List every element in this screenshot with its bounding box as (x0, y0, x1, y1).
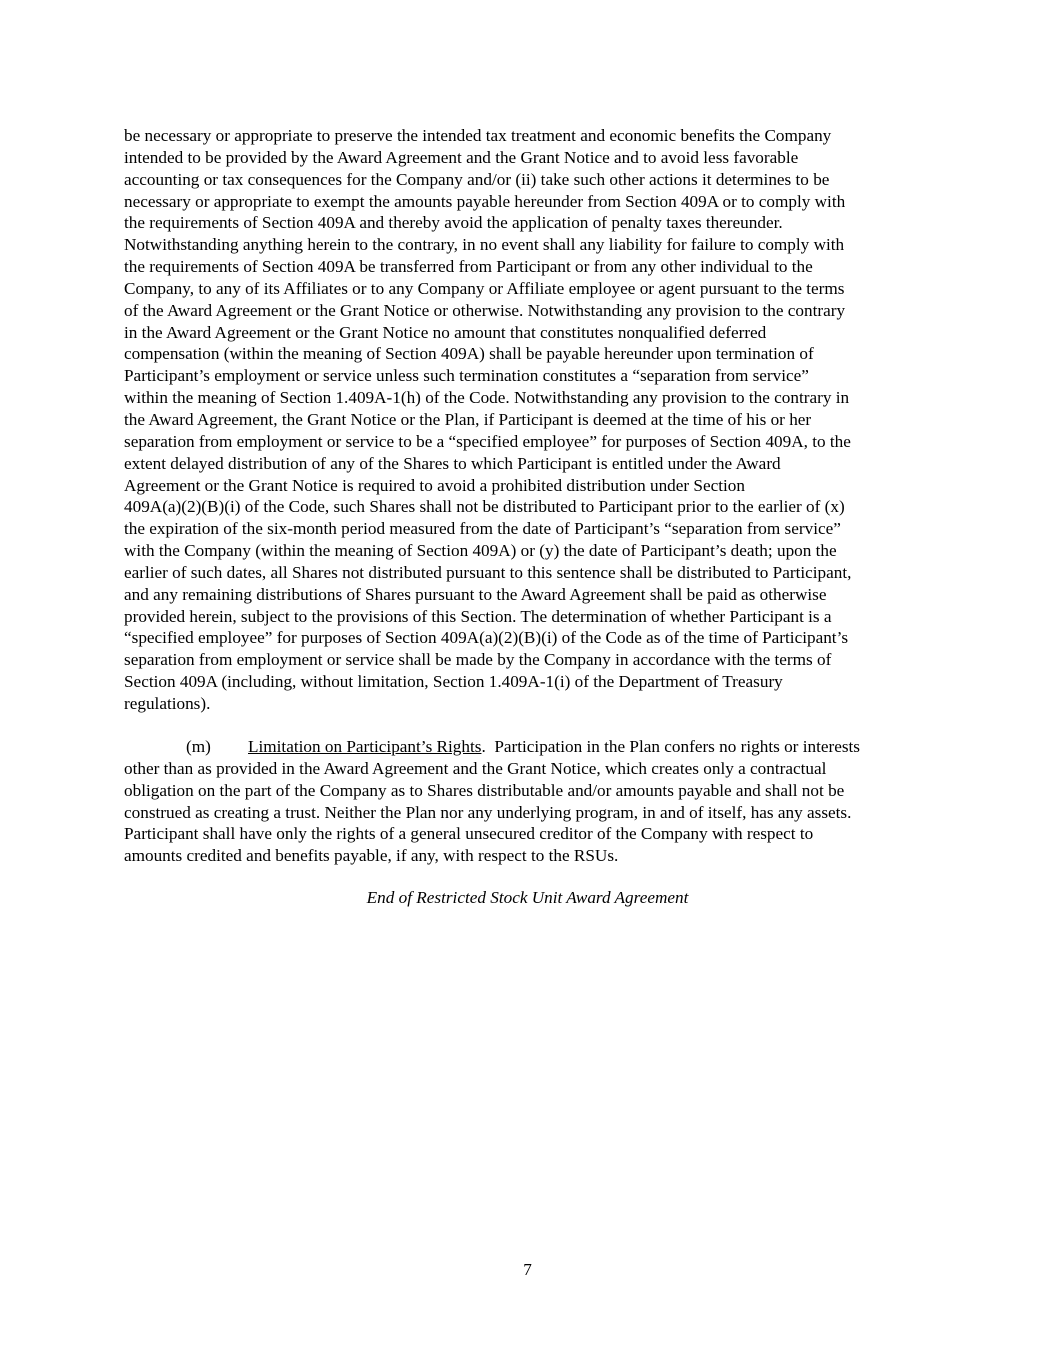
section-m-paragraph (124, 736, 936, 867)
paragraph-line: the requirements of Section 409A and thereby avoid the application of penalty taxes thereunder. (124, 213, 783, 233)
paragraph-line: intended to be provided by the Award Agreement and the Grant Notice and to avoid less favorable (124, 147, 799, 167)
paragraph-line: accounting or tax consequences for the Company and/or (ii) take such other actions it determines to be (124, 169, 830, 189)
paragraph-line: Agreement or the Grant Notice is required to avoid a prohibited distribution under Section (124, 475, 745, 495)
paragraph-line: separation from employment or service shall be made by the Company in accordance with the terms of (124, 650, 832, 670)
paragraph-line: the Award Agreement, the Grant Notice or the Plan, if Participant is deemed at the time of his or her (124, 409, 812, 429)
paragraph-line: construed as creating a trust. Neither the Plan nor any underlying program, in and of itself, has any assets. (124, 802, 852, 822)
paragraph-continuation (124, 125, 936, 715)
page-number: 7 (523, 1260, 532, 1279)
paragraph-line: necessary or appropriate to exempt the amounts payable hereunder from Section 409A or to comply with (124, 191, 846, 211)
paragraph-line: compensation (within the meaning of Section 409A) shall be payable hereunder upon termination of (124, 344, 814, 364)
paragraph-line: other than as provided in the Award Agreement and the Grant Notice, which creates only a contractual (124, 758, 827, 778)
paragraph-line: and any remaining distributions of Shares pursuant to the Award Agreement shall be paid as otherwise (124, 584, 827, 604)
paragraph-line: earlier of such dates, all Shares not distributed pursuant to this sentence shall be distributed to Participant, (124, 562, 852, 582)
paragraph-line: of the Award Agreement or the Grant Notice or otherwise. Notwithstanding any provision to the contrary (124, 300, 846, 320)
paragraph-line: provided herein, subject to the provisions of this Section. The determination of whether Participant is a (124, 606, 832, 626)
section-m-first-line (124, 736, 936, 758)
paragraph-line: separation from employment or service to be a “specified employee” for purposes of Section 409A, to the (124, 431, 851, 451)
paragraph-line: with the Company (within the meaning of Section 409A) or (y) the date of Participant’s death; upon the (124, 541, 837, 561)
paragraph-line: be necessary or appropriate to preserve the intended tax treatment and economic benefits the Company (124, 126, 832, 145)
paragraph-line: the requirements of Section 409A be transferred from Participant or from any other individual to the (124, 257, 813, 277)
paragraph-line: in the Award Agreement or the Grant Notice no amount that constitutes nonqualified deferred (124, 322, 767, 342)
paragraph-line: within the meaning of Section 1.409A-1(h) of the Code. Notwithstanding any provision to the contrary in (124, 388, 850, 408)
paragraph-line: Section 409A (including, without limitation, Section 1.409A-1(i) of the Department of Treasury (124, 672, 783, 692)
paragraph-line: Participant shall have only the rights of a general unsecured creditor of the Company with respect to (124, 824, 814, 844)
paragraph-line: “specified employee” for purposes of Section 409A(a)(2)(B)(i) of the Code as of the time of Participant’s (124, 628, 849, 648)
paragraph-line: Company, to any of its Affiliates or to any Company or Affiliate employee or agent pursuant to the terms (124, 278, 845, 298)
paragraph-line: regulations). (124, 693, 211, 713)
section-m-heading: Limitation on Participant’s Rights (248, 737, 482, 756)
paragraph-line: 409A(a)(2)(B)(i) of the Code, such Shares shall not be distributed to Participant prior to the earlier of (x) (124, 497, 845, 517)
paragraph-line: amounts credited and benefits payable, if any, with respect to the RSUs. (124, 846, 619, 866)
paragraph-line: Notwithstanding anything herein to the contrary, in no event shall any liability for failure to comply with (124, 235, 845, 255)
paragraph-line: obligation on the part of the Company as to Shares distributable and/or amounts payable and shall not be (124, 780, 845, 800)
paragraph-line: extent delayed distribution of any of the Shares to which Participant is entitled under the Award (124, 453, 781, 473)
end-of-agreement-note: End of Restricted Stock Unit Award Agreement (366, 888, 689, 907)
paragraph-line: Participant’s employment or service unless such termination constitutes a “separation from service” (124, 366, 809, 386)
section-m-first-line-text: Participation in the Plan confers no rights or interests (485, 737, 860, 756)
paragraph-line: the expiration of the six-month period measured from the date of Participant’s “separation from service” (124, 519, 841, 539)
section-m-marker: (m) (186, 737, 211, 756)
section-m-heading-period: . (481, 737, 486, 756)
